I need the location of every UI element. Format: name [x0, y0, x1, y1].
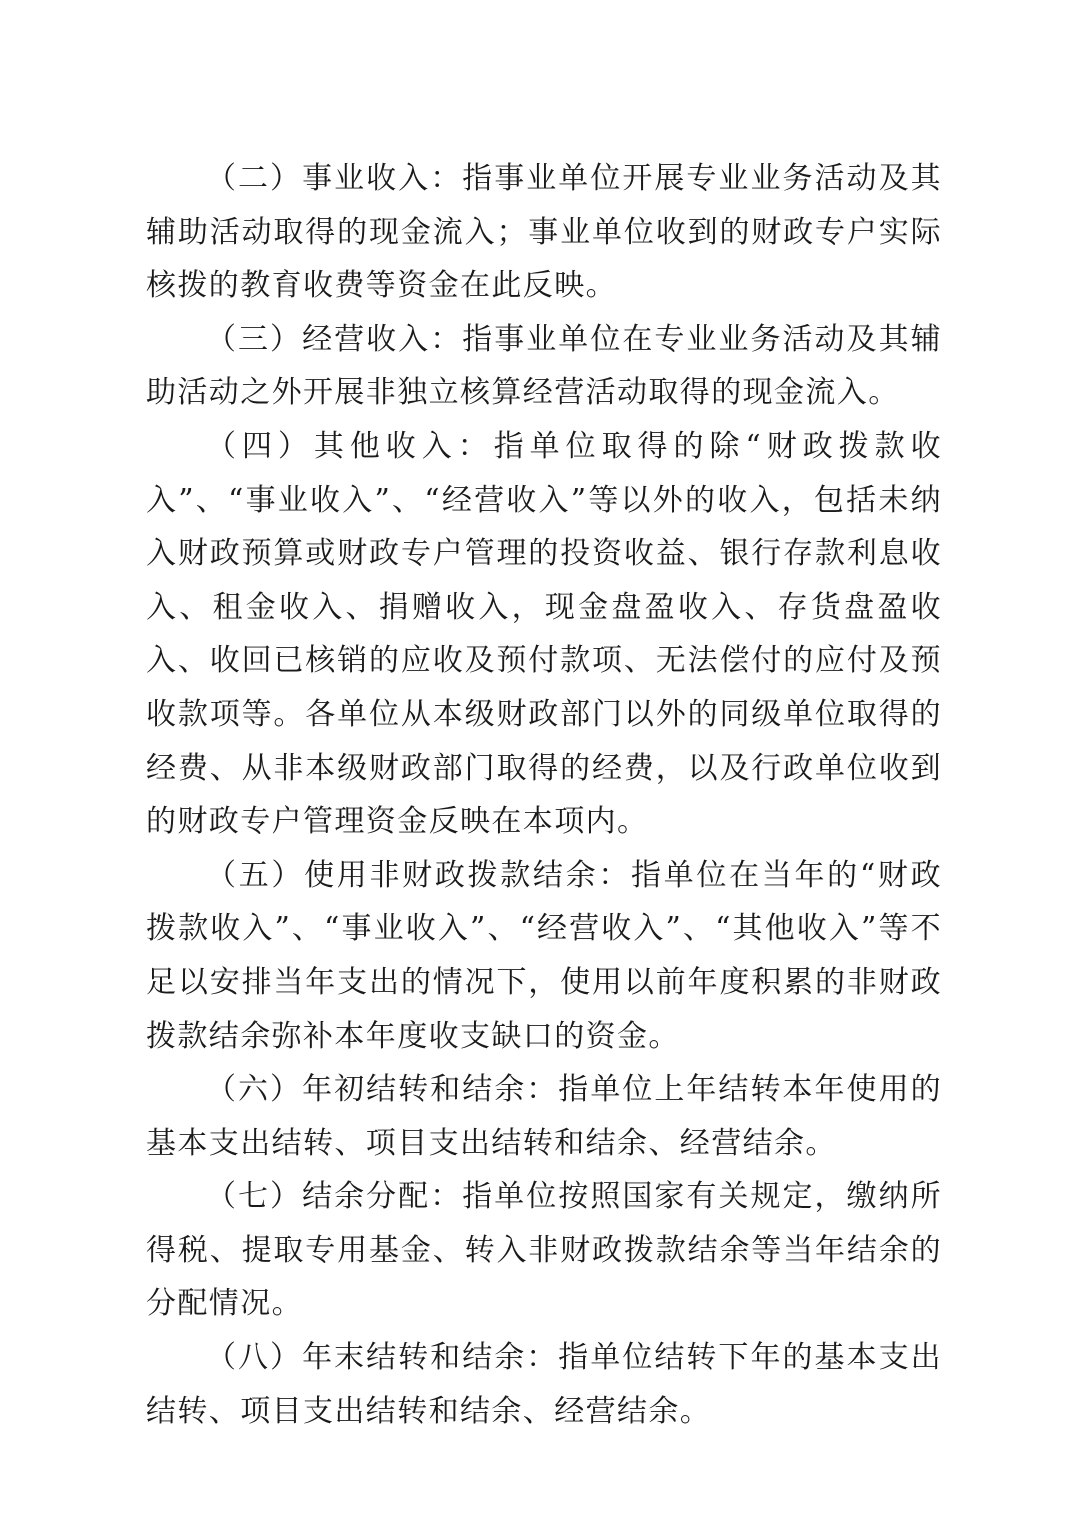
paragraph-business-income: （二）事业收入：指事业单位开展专业业务活动及其辅助活动取得的现金流入；事业单位收到的财政专户实际核拨的教育收费等资金在此反映。 — [146, 161, 942, 304]
paragraph-surplus-distribution: （七）结余分配：指单位按照国家有关规定，缴纳所得税、提取专用基金、转入非财政拨款结余等当年结余的分配情况。 — [146, 1179, 942, 1322]
paragraph-other-income: （四）其他收入：指单位取得的除“财政拨款收入”、“事业收入”、“经营收入”等以外的收入，包括未纳入财政预算或财政专户管理的投资收益、银行存款利息收入、租金收入、捐赠收入，现金盘盈收入、存货盘盈收入、收回已核销的应收及预付款项、无法偿付的应付及预收款项等。各单位从本级财政部门以外的同级单位取得的经费、从非本级财政部门取得的经费，以及行政单位收到的财政专户管理资金反映在本项内。 — [146, 428, 942, 840]
paragraph-opening-carryover: （六）年初结转和结余：指单位上年结转本年使用的基本支出结转、项目支出结转和结余、经营结余。 — [146, 1072, 942, 1161]
paragraph-non-fiscal-surplus: （五）使用非财政拨款结余：指单位在当年的“财政拨款收入”、“事业收入”、“经营收入”、“其他收入”等不足以安排当年支出的情况下，使用以前年度积累的非财政拨款结余弥补本年度收支缺口的资金。 — [146, 857, 942, 1054]
document-body — [146, 152, 942, 1438]
paragraph-closing-carryover: （八）年末结转和结余：指单位结转下年的基本支出结转、项目支出结转和结余、经营结余。 — [146, 1340, 942, 1429]
paragraph-operating-income: （三）经营收入：指事业单位在专业业务活动及其辅助活动之外开展非独立核算经营活动取得的现金流入。 — [146, 321, 942, 411]
